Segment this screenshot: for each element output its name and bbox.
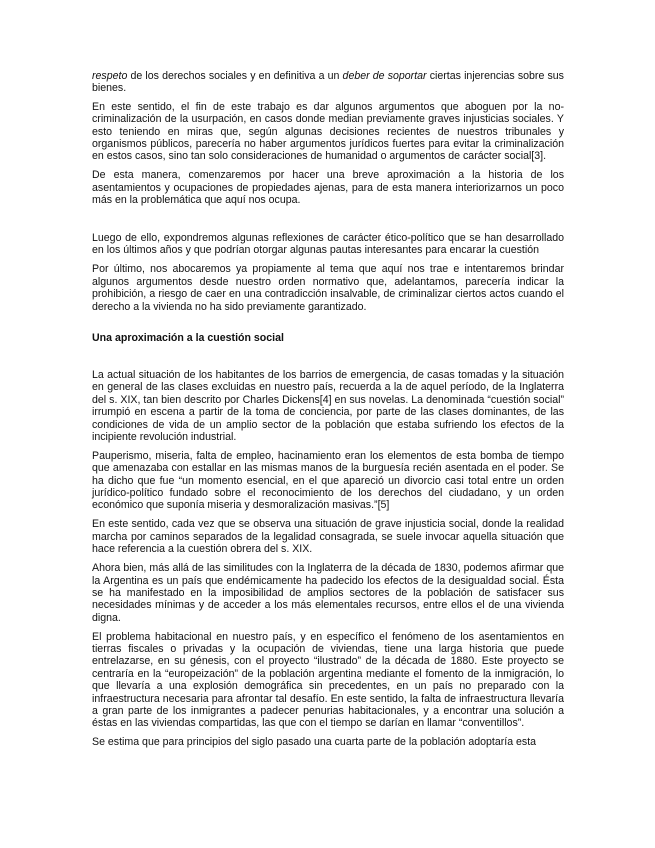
blank-line: [92, 320, 564, 332]
paragraph-argentina: Ahora bien, más allá de las similitudes con la Inglaterra de la década de 1830, podemos afirmar que la Argentina es un país que endémicamente ha padecido los efectos de la desigualdad social. Ésta se ha manifestado en la imposibilidad de amplios sectores de la población de satisfacer sus necesidades mínimas y de acceder a los más elementales recursos, entre ellos el de una vivienda digna.: [92, 562, 564, 624]
emphasis-respeto: respeto: [92, 70, 128, 82]
paragraph-pauperism: Pauperismo, miseria, falta de empleo, hacinamiento eran los elementos de esta bomba de tiempo que amenazaba con estallar en las mismas manos de la burguesía recién asentada en el poder. Se ha dicho que fue “un momento esencial, en el que apareció un divorcio casi total entre un orden jurídico-político fundado sobre el reconocimiento de los derechos del ciudadano, y un orden económico que suponía miseria y desmoralización masivas.”[5]: [92, 449, 564, 512]
paragraph-purpose: En este sentido, el fin de este trabajo es dar algunos argumentos que aboguen por la no-criminalización de la usurpación, en casos donde median previamente graves injusticias sociales. Y esto teniendo en miras que, según algunas decisiones recientes de nuestros tribunales y organismos públicos, parecería no haber argumentos jurídicos fuertes para evitar la criminalización en estos casos, sino tan solo consideraciones de humanidad o argumentos de carácter social[3].: [92, 100, 564, 163]
paragraph-reflections: Luego de ello, expondremos algunas reflexiones de carácter ético-político que se han desarrollado en los últimos años y que podrían otorgar algunas pautas interesantes para encarar la cuestión: [92, 232, 564, 257]
paragraph-finally: Por último, nos abocaremos ya propiamente al tema que aquí nos trae e intentaremos brindar algunos argumentos desde nuestro orden normativo que, adelantamos, parecería indicar la prohibición, a riesgo de caer en una contradicción insalvable, de criminalizar ciertos actos cuando el derecho a la vivienda no ha sido previamente garantizado.: [92, 263, 564, 313]
blank-line: [92, 344, 564, 363]
emphasis-deber-de-soportar: deber de soportar: [342, 70, 427, 82]
section-heading: Una aproximación a la cuestión social: [92, 331, 284, 344]
paragraph-text: ciertas injerencias sobre sus bienes.: [92, 70, 564, 95]
blank-line: [92, 213, 564, 232]
paragraph-approach: De esta manera, comenzaremos por hacer una breve aproximación a la historia de los asentamientos y ocupaciones de propiedades ajenas, para de esta manera interiorizarnos un poco más en la problemática que aquí nos ocupa.: [92, 169, 564, 207]
paragraph-intro-continuation: [92, 70, 564, 95]
paragraph-housing-problem: El problema habitacional en nuestro país, y en específico el fenómeno de los asentamientos en tierras fiscales o privadas y la ocupación de viviendas, tiene una larga historia que puede entrelazarse, en su génesis, con el proyecto “ilustrado” de la década de 1880. Este proyecto se centraría en la “europeización” de la población argentina mediante el fomento de la inmigración, lo que llevaría a una explosión demográfica sin precedentes, en un país no preparado con la infraestructura necesaria para afrontar tal desafío. En este sentido, la falta de infraestructura llevaría a gran parte de los inmigrantes a padecer penurias habitacionales, y a encontrar una solución a éstas en las viviendas compartidas, las que con el tiempo se darían en llamar “conventillos”.: [92, 630, 564, 730]
paragraph-current-situation: La actual situación de los habitantes de los barrios de emergencia, de casas tomadas y la situación en general de las clases excluidas en nuestro país, recuerda a la de aquel período, de la Inglaterra del s. XIX, tan bien descrito por Charles Dickens[4] en sus novelas. La denominada “cuestión social” irrumpió en escena a partir de la toma de conciencia, por parte de las clases dominantes, de las condiciones de vida de un amplio sector de la población que estaba sufriendo los efectos de la incipiente revolución industrial.: [92, 368, 564, 443]
paragraph-injustice: En este sentido, cada vez que se observa una situación de grave injusticia social, donde la realidad marcha por caminos separados de la legalidad consagrada, se suele invocar aquella situación que hace referencia a la cuestión obrera del s. XIX.: [92, 518, 564, 556]
paragraph-estimate: Se estima que para principios del siglo pasado una cuarta parte de la población adoptaría esta: [92, 736, 537, 749]
document-page: [92, 70, 564, 755]
paragraph-text: de los derechos sociales y en definitiva a un: [127, 70, 343, 82]
